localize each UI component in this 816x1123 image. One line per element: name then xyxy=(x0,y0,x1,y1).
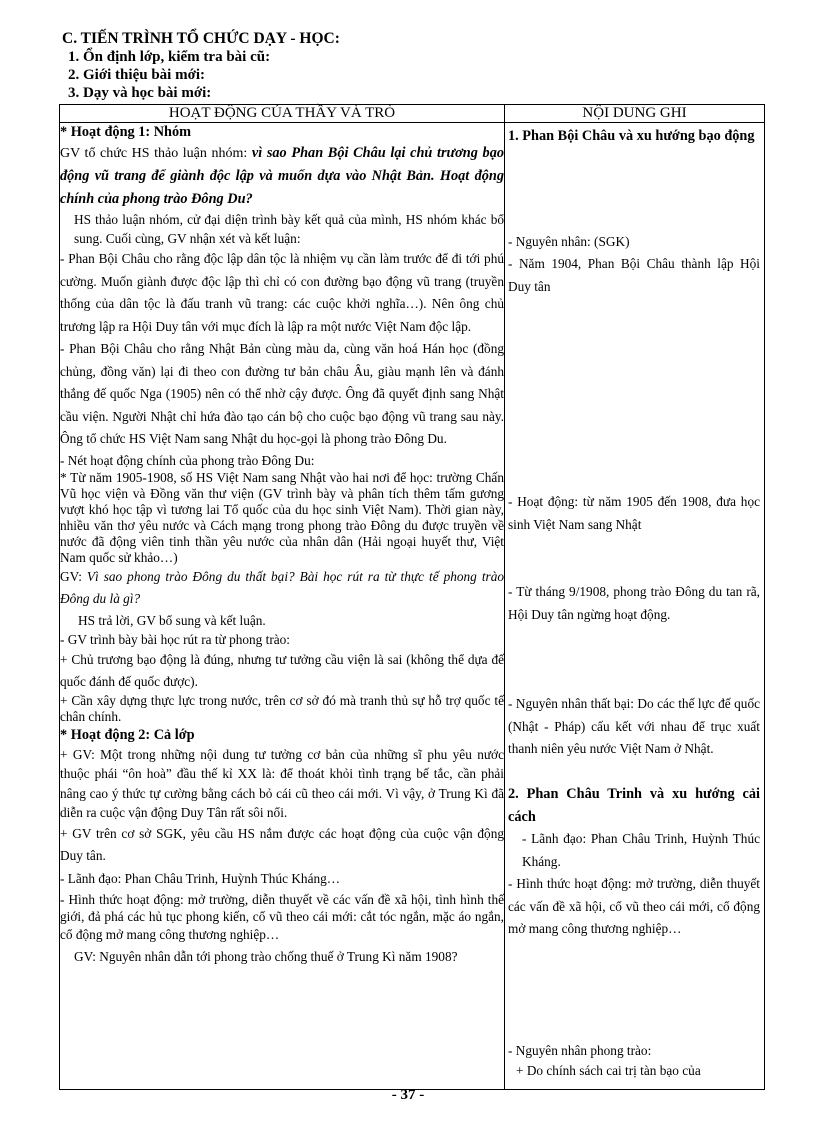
activity-2-para-3: - Lãnh đạo: Phan Châu Trinh, Huỳnh Thúc Kháng… xyxy=(60,870,341,886)
activity-2-para-4: - Hình thức hoạt động: mở trường, diễn thuyết về các vấn đề xã hội, tình hình thế giới, đả phá các hủ tục phong kiến, cổ vũ theo cái mới: cắt tóc ngắn, mặc áo ngắn, cổ động mở mang công thương nghiệp… xyxy=(60,891,504,942)
lesson-2: + Cần xây dựng thực lực trong nước, trên cơ sở đó mà tranh thủ sự hỗ trợ quốc tế chân chính. xyxy=(60,692,504,724)
note-activity: - Hoạt động: từ năm 1905 đến 1908, đưa học sinh Việt Nam sang Nhật xyxy=(508,494,760,532)
gv-q2-label: GV: xyxy=(60,568,87,584)
note-movement-cause: - Nguyên nhân phong trào: xyxy=(508,1043,652,1058)
note-forms: - Hình thức hoạt động: mở trường, diễn thuyết các vấn đề xã hội, cổ vũ theo cái mới, cổ động mở mang công thương nghiệp… xyxy=(508,876,760,936)
activity-2-para-2: + GV trên cơ sở SGK, yêu cầu HS nắm được các hoạt động của cuộc vận động Duy tân. xyxy=(60,825,504,863)
gv-intro: GV tổ chức HS thảo luận nhóm: xyxy=(60,145,252,161)
step-1: 1. Ổn định lớp, kiểm tra bài cũ: xyxy=(68,49,271,65)
activity-1-title: * Hoạt động 1: Nhóm xyxy=(60,124,192,140)
hs-answer: HS trả lời, GV bổ sung và kết luận. xyxy=(78,612,266,628)
notes-heading-1: 1. Phan Bội Châu và xu hướng bạo động xyxy=(508,128,755,144)
section-header xyxy=(62,30,340,102)
col-header-notes: NỘI DUNG GHI xyxy=(505,105,765,123)
note-cause: - Nguyên nhân: (SGK) xyxy=(508,234,630,249)
notes-cell xyxy=(505,123,765,1090)
lesson-table xyxy=(59,104,765,1090)
lesson-intro: - GV trình bày bài học rút ra từ phong trào: xyxy=(60,631,291,647)
gv-q2-text: Vì sao phong trào Đông du thất bại? Bài học rút ra từ thực tế phong trào Đông du là gì? xyxy=(60,568,504,606)
activity-2-question: GV: Nguyên nhân dẫn tới phong trào chống thuế ở Trung Kì năm 1908? xyxy=(74,949,458,964)
hs-discussion: HS thảo luận nhóm, cử đại diện trình bày kết quả của mình, HS nhóm khác bổ sung. Cuối cùng, GV nhận xét và kết luận: xyxy=(74,212,504,246)
activity-2-title: * Hoạt động 2: Cả lớp xyxy=(60,726,195,743)
step-3: 3. Dạy và học bài mới: xyxy=(68,85,212,101)
gv-question-text: vì sao Phan Bội Châu lại chủ trương bạo động vũ trang để giành độc lập và muốn dựa vào Nhật Bản. Hoạt động chính của phong trào Đông Du? xyxy=(60,144,504,207)
paragraph-1: - Phan Bội Châu cho rằng độc lập dân tộc là nhiệm vụ cần làm trước để đi tới phú cường. Muốn giành được độc lập thì chỉ có con đường bạo động vũ trang (truyền thống của dân tộc là đấu tranh vũ trang: các cuộc khởi nghĩa…). Nên ông chủ trương lập ra Hội Duy tân với mục đích là lập ra một nước Việt Nam độc lập. xyxy=(60,251,504,334)
col-header-activities: HOẠT ĐỘNG CỦA THẦY VÀ TRÒ xyxy=(60,105,505,123)
notes-heading-2: 2. Phan Châu Trinh và xu hướng cải cách xyxy=(508,786,760,825)
step-2: 2. Giới thiệu bài mới: xyxy=(68,67,206,83)
note-leaders: - Lãnh đạo: Phan Châu Trinh, Huỳnh Thúc Kháng. xyxy=(522,831,760,869)
note-duy-tan: - Năm 1904, Phan Bội Châu thành lập Hội Duy tân xyxy=(508,256,760,294)
section-title: C. TIẾN TRÌNH TỔ CHỨC DẠY - HỌC: xyxy=(62,30,340,47)
gv-question-2 xyxy=(60,566,504,611)
paragraph-4: * Từ năm 1905-1908, số HS Việt Nam sang Nhật vào hai nơi để học: trường Chấn Vũ học viện và Đồng văn thư viện (GV trình bày và phân tích thêm tấm gương vượt khó học tập vì tương lai Tổ quốc của du học sinh Việt Nam). Thời gian này, nhiều văn thơ yêu nước và Cách mạng trong phong trào Đông du được truyền về nước đã động viên tinh thần yêu nước của nhân dân (Hải ngoại huyết thư, Việt Nam quốc sử khảo…) xyxy=(60,469,504,565)
activities-cell xyxy=(60,123,505,1090)
activity-2-para-1: + GV: Một trong những nội dung tư tưởng cơ bản của những sĩ phu yêu nước thuộc phái “ôn hoà” đầu thế kỉ XX là: để thoát khỏi tình trạng bế tắc, cần phải nâng cao ý thức tự cường bằng cách bỏ cái cũ theo cái mới. Vì vậy, ở Trung Kì đã diễn ra cuộc vận động Duy Tân rất sôi nổi. xyxy=(60,746,504,820)
note-failure: - Nguyên nhân thất bại: Do các thế lực đế quốc (Nhật - Pháp) cấu kết với nhau để trục xuất thanh niên yêu nước Việt Nam ở Nhật. xyxy=(508,696,760,756)
paragraph-3: - Nét hoạt động chính của phong trào Đông Du: xyxy=(60,452,315,468)
gv-question-1 xyxy=(60,142,504,211)
lesson-1: + Chủ trương bạo động là đúng, nhưng tư tưởng cầu viện là sai (không thể dựa đế quốc đánh đế quốc được). xyxy=(60,651,504,689)
note-dissolution: - Từ tháng 9/1908, phong trào Đông du tan rã, Hội Duy tân ngừng hoạt động. xyxy=(508,584,760,622)
note-policy: + Do chính sách cai trị tàn bạo của xyxy=(516,1063,701,1078)
page-number: - 37 - xyxy=(391,1087,425,1103)
paragraph-2: - Phan Bội Châu cho rằng Nhật Bản cùng màu da, cùng văn hoá Hán học (đồng chủng, đồng văn) lại đi theo con đường tư bản châu Âu, giàu mạnh lên và đánh thắng đế quốc Nga (1905) nên có thể nhờ cậy được. Ông đã quyết định sang Nhật cầu viện. Người Nhật chỉ hứa đào tạo cán bộ cho cuộc bạo động vũ trang sau này. Ông tổ chức HS Việt Nam sang Nhật du học-gọi là phong trào Đông Du. xyxy=(60,341,504,446)
